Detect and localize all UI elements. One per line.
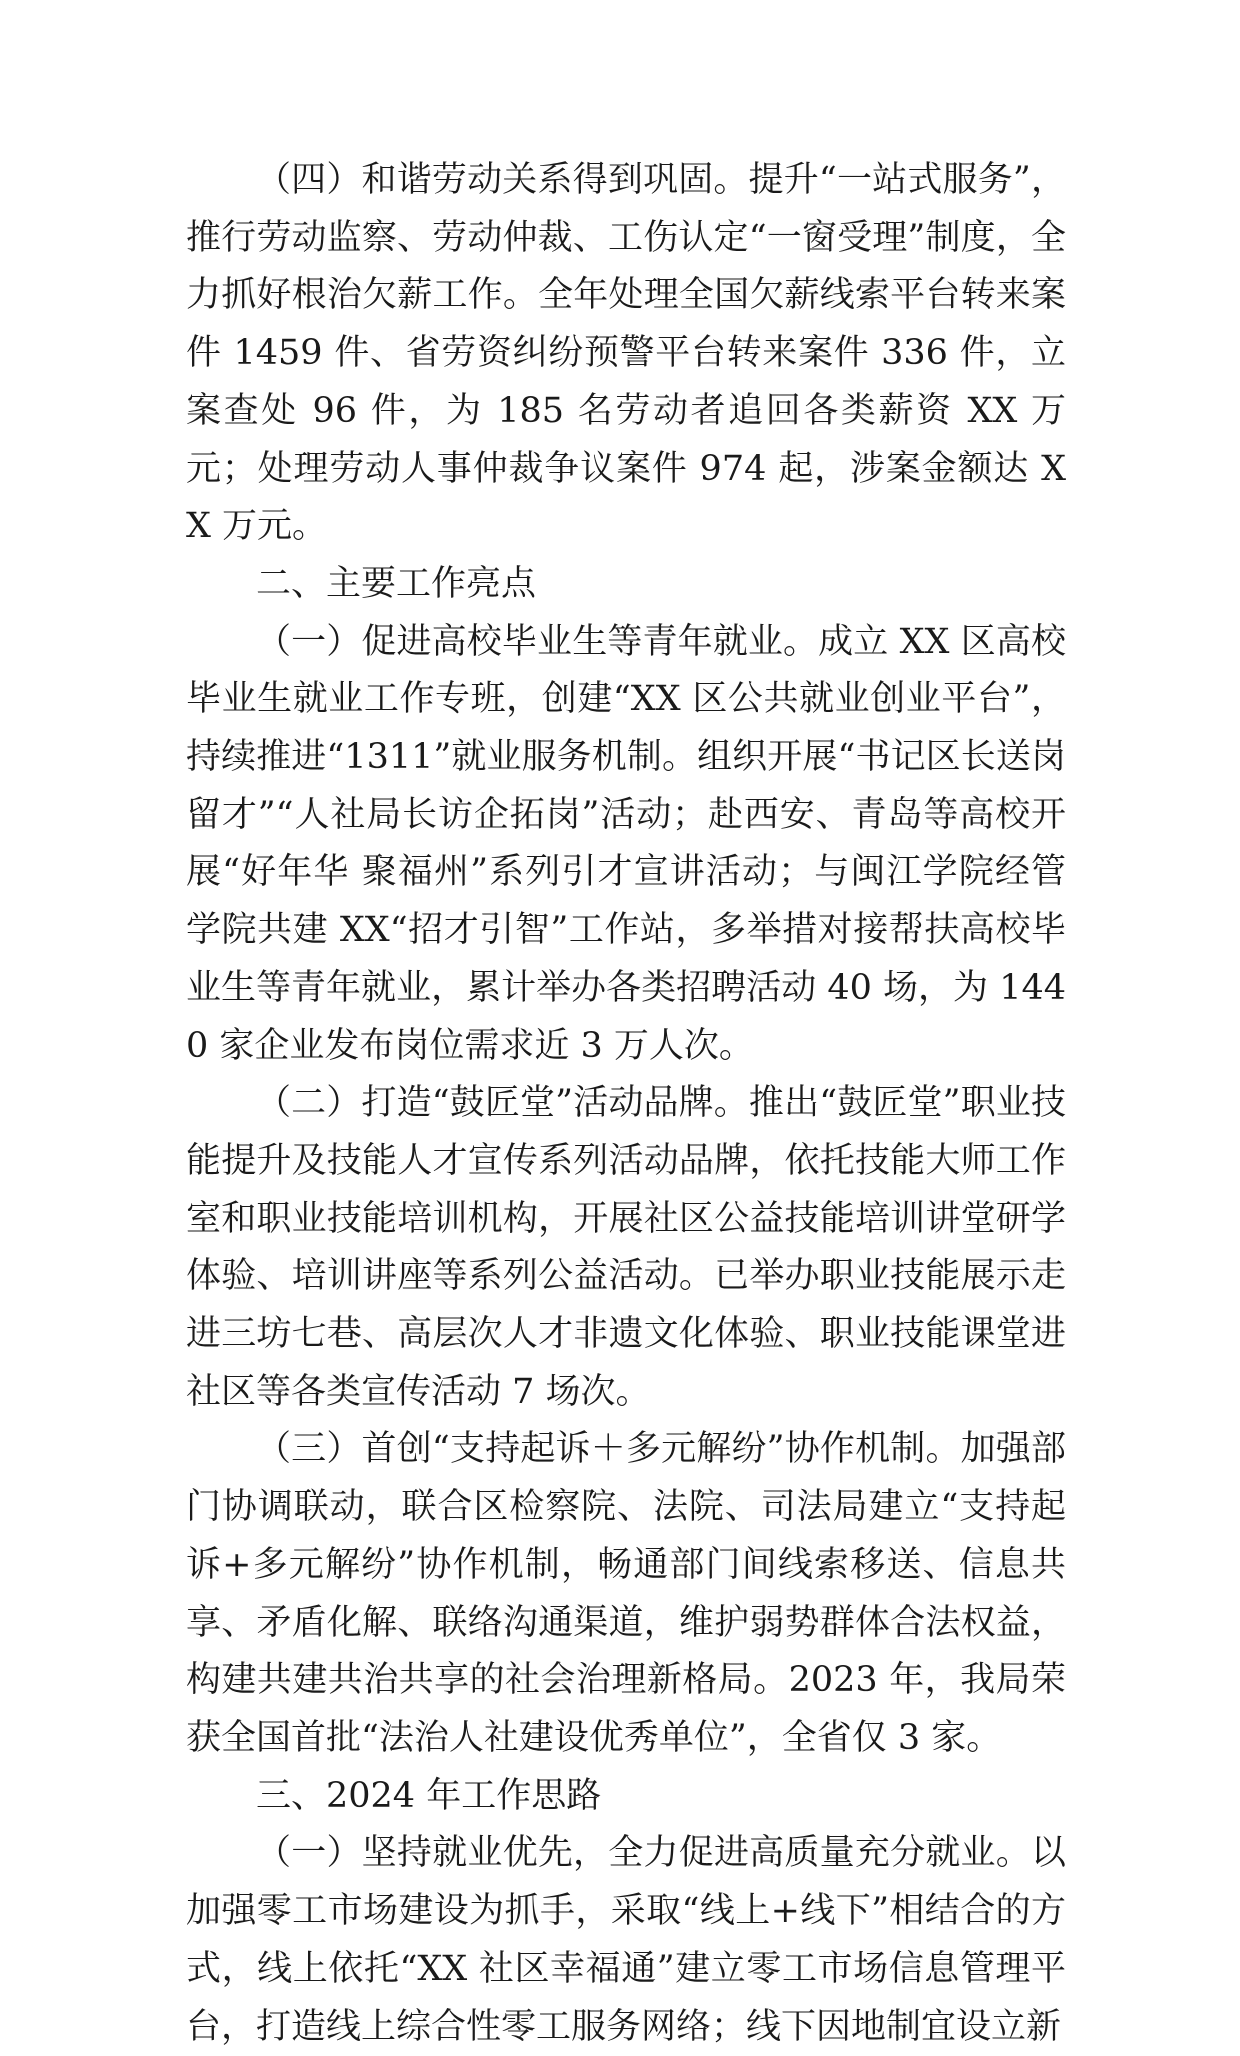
heading-work-highlights: 二、主要工作亮点 <box>256 563 537 604</box>
paragraph-gujiangtang-brand: （二）打造“鼓匠堂”活动品牌。推出“鼓匠堂”职业技能提升及技能人才宣传系列活动品牌，依托技能大师工作室和职业技能培训机构，开展社区公益技能培训讲堂研学体验、培训讲座等系列公益活动。已举办职业技能展示走进三坊七巷、高层次人才非遗文化体验、职业技能课堂进社区等各类宣传活动 7 场次。 <box>186 1083 1066 1412</box>
paragraph-labor-relations: （四）和谐劳动关系得到巩固。提升“一站式服务”，推行劳动监察、劳动仲裁、工伤认定“一窗受理”制度，全力抓好根治欠薪工作。全年处理全国欠薪线索平台转来案件 1459 件、省劳资纠纷预警平台转来案件 336 件，立案查处 96 件，为 185 名劳动者追回各类薪资 XX 万元；处理劳动人事仲裁争议案件 974 起，涉案金额达 XX 万元。 <box>186 160 1066 547</box>
paragraph-employment-priority: （一）坚持就业优先，全力促进高质量充分就业。以加强零工市场建设为抓手，采取“线上+线下”相结合的方式，线上依托“XX 社区幸福通”建立零工市场信息管理平台，打造线上综合性零工服务网络；线下因地制宜设立新 <box>186 1833 1066 2047</box>
heading-2024-plan: 三、2024 年工作思路 <box>256 1775 602 1816</box>
document-body <box>186 152 1066 2056</box>
paragraph-litigation-mechanism: （三）首创“支持起诉＋多元解纷”协作机制。加强部门协调联动，联合区检察院、法院、司法局建立“支持起诉+多元解纷”协作机制，畅通部门间线索移送、信息共享、矛盾化解、联络沟通渠道，维护弱势群体合法权益，构建共建共治共享的社会治理新格局。2023 年，我局荣获全国首批“法治人社建设优秀单位”，全省仅 3 家。 <box>186 1429 1066 1758</box>
paragraph-youth-employment: （一）促进高校毕业生等青年就业。成立 XX 区高校毕业生就业工作专班，创建“XX 区公共就业创业平台”，持续推进“1311”就业服务机制。组织开展“书记区长送岗留才”“人社局长访企拓岗”活动；赴西安、青岛等高校开展“好年华 聚福州”系列引才宣讲活动；与闽江学院经管学院共建 XX“招才引智”工作站，多举措对接帮扶高校毕业生等青年就业，累计举办各类招聘活动 40 场，为 1440 家企业发布岗位需求近 3 万人次。 <box>186 621 1066 1066</box>
